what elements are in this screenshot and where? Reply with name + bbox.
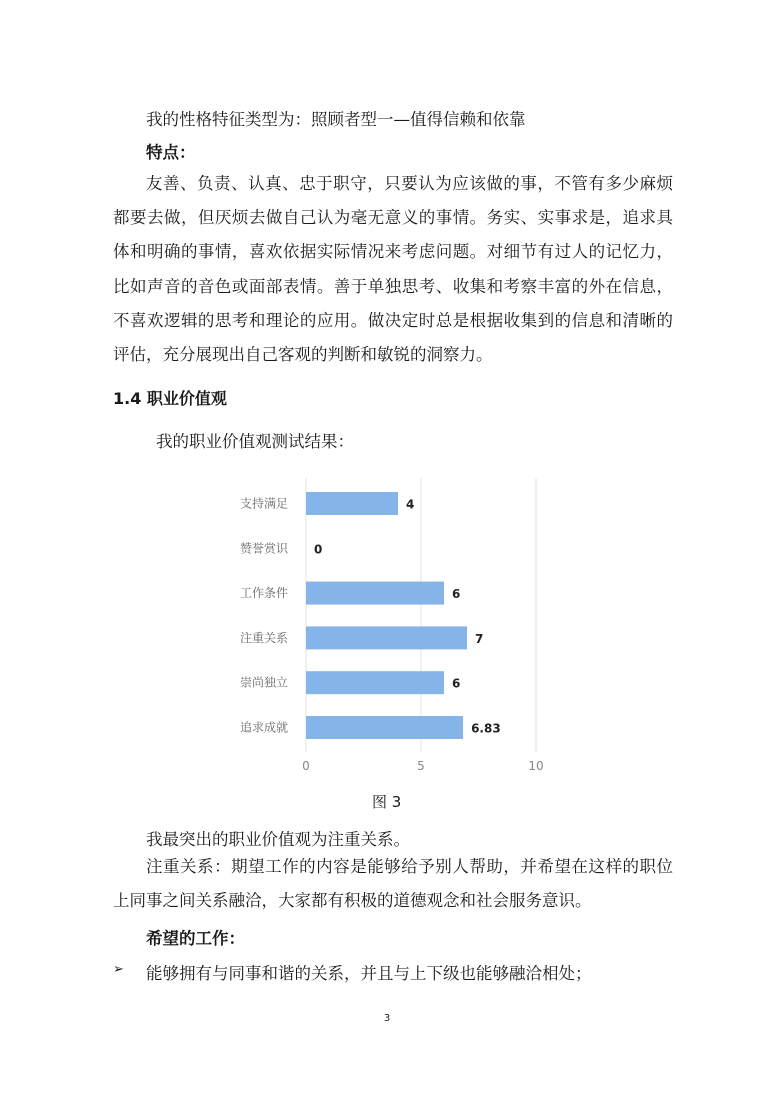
x-tick-label: 5 — [417, 759, 425, 773]
bar — [306, 716, 463, 739]
career-values-bar-chart — [220, 470, 560, 780]
career-value-summary: 我最突出的职业价值观为注重关系。 — [146, 830, 410, 849]
personality-type-line: 我的性格特征类型为：照顾者型一—值得信赖和依靠 — [146, 110, 526, 129]
bar — [306, 582, 444, 605]
page-number: 3 — [383, 1013, 391, 1024]
section-heading: 1.4 职业价值观 — [113, 389, 227, 408]
hope-heading: 希望的工作： — [146, 929, 245, 948]
bullet-marker-icon: ➢ — [113, 962, 124, 977]
relationship-detail-paragraph: 注重关系：期望工作的内容是能够给予别人帮助，并希望在这样的职位上同事之间关系融洽，大家都有积极的道德观念和社会服务意识。 — [113, 857, 673, 910]
bullet-item: 能够拥有与同事和谐的关系，并且与上下级也能够融洽相处； — [146, 964, 592, 983]
category-label: 注重关系 — [239, 630, 288, 645]
traits-paragraph: 友善、负责、认真、忠于职守，只要认为应该做的事，不管有多少麻烦都要去做，但厌烦去做自己认为毫无意义的事情。务实、实事求是，追求具体和明确的事情，喜欢依据实际情况来考虑问题。对细节有过人的记忆力，比如声音的音色或面部表情。善于单独思考、收集和考察丰富的外在信息，不喜欢逻辑的思考和理论的应用。做决定时总是根据收集到的信息和清晰的评估，充分展现出自己客观的判断和敏锐的洞察力。 — [113, 174, 673, 365]
bar — [306, 626, 467, 649]
category-label: 崇尚独立 — [239, 675, 288, 690]
category-label: 工作条件 — [239, 586, 288, 601]
bar-value-label: 6 — [452, 587, 461, 602]
bar — [306, 671, 444, 694]
bar-value-label: 6 — [452, 676, 461, 691]
chart-bars — [306, 492, 467, 739]
traits-heading: 特点： — [146, 143, 196, 162]
bar-value-label: 7 — [475, 631, 484, 646]
category-label: 赞誉赏识 — [239, 541, 288, 556]
bar-value-label: 0 — [314, 542, 323, 557]
x-tick-label: 0 — [302, 759, 310, 773]
figure-caption: 图 3 — [372, 793, 402, 811]
test-result-intro: 我的职业价值观测试结果： — [156, 432, 354, 451]
category-label: 支持满足 — [239, 496, 288, 511]
x-tick-label: 10 — [528, 759, 544, 773]
bar-value-label: 6.83 — [471, 721, 501, 736]
category-label: 追求成就 — [239, 720, 288, 735]
bar — [306, 492, 398, 515]
bar-value-label: 4 — [406, 497, 415, 512]
chart-grid — [306, 478, 536, 752]
